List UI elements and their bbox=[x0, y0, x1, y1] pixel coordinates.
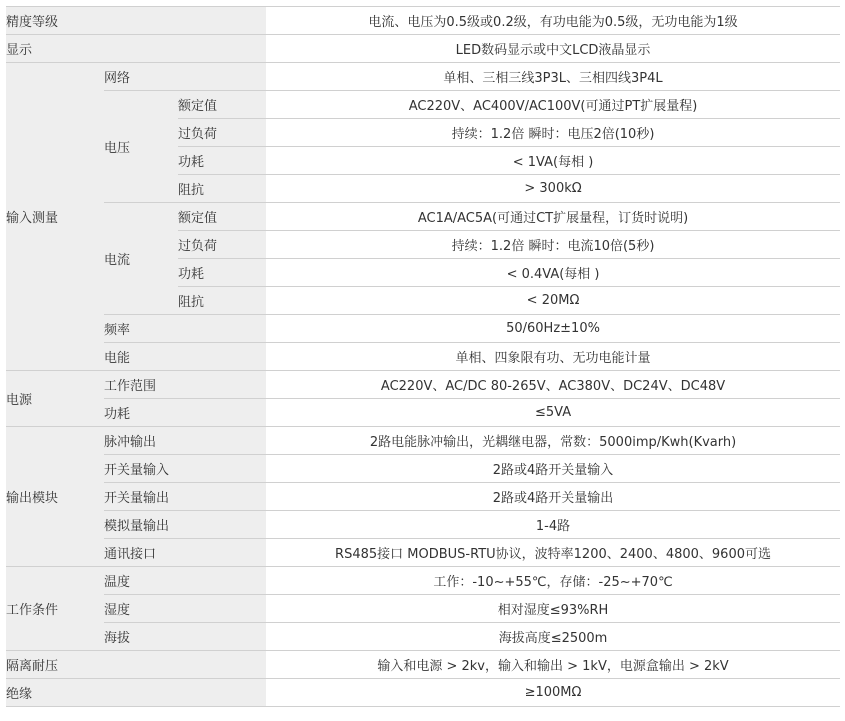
sub-label-humidity: 湿度 bbox=[104, 595, 266, 623]
row-value-pulse-output: 2路电能脉冲输出，光耦继电器，常数：5000imp/Kwh(Kvarh) bbox=[266, 427, 840, 455]
row-value-network: 单相、三相三线3P3L、三相四线3P4L bbox=[266, 63, 840, 91]
table-row bbox=[6, 399, 840, 427]
sub-label-analog-output: 模拟量输出 bbox=[104, 511, 266, 539]
row-value-current-impedance: < 20MΩ bbox=[266, 287, 840, 315]
row-label-display: 显示 bbox=[6, 35, 266, 63]
table-row bbox=[6, 35, 840, 63]
spec-table bbox=[6, 6, 840, 707]
row-label-insulation: 绝缘 bbox=[6, 679, 266, 707]
row-value-frequency: 50/60Hz±10% bbox=[266, 315, 840, 343]
item-label-voltage-impedance: 阻抗 bbox=[178, 175, 266, 203]
sub-label-switch-output: 开关量输出 bbox=[104, 483, 266, 511]
row-label-isolation-voltage: 隔离耐压 bbox=[6, 651, 266, 679]
table-row bbox=[6, 483, 840, 511]
row-value-precision: 电流、电压为0.5级或0.2级，有功电能为0.5级，无功电能为1级 bbox=[266, 7, 840, 35]
sub-label-pulse-output: 脉冲输出 bbox=[104, 427, 266, 455]
row-value-current-power: < 0.4VA(每相 ) bbox=[266, 259, 840, 287]
row-value-voltage-overload: 持续：1.2倍 瞬时：电压2倍(10秒) bbox=[266, 119, 840, 147]
sub-label-frequency: 频率 bbox=[104, 315, 266, 343]
table-row bbox=[6, 203, 840, 231]
row-value-switch-output: 2路或4路开关量输出 bbox=[266, 483, 840, 511]
sub-label-energy: 电能 bbox=[104, 343, 266, 371]
group-label-working-conditions: 工作条件 bbox=[6, 567, 104, 651]
subgroup-label-current: 电流 bbox=[104, 203, 178, 315]
sub-label-network: 网络 bbox=[104, 63, 266, 91]
row-value-altitude: 海拔高度≤2500m bbox=[266, 623, 840, 651]
item-label-current-overload: 过负荷 bbox=[178, 231, 266, 259]
row-value-voltage-rated: AC220V、AC400V/AC100V(可通过PT扩展量程) bbox=[266, 91, 840, 119]
sub-label-supply-consumption: 功耗 bbox=[104, 399, 266, 427]
table-row bbox=[6, 427, 840, 455]
sub-label-temperature: 温度 bbox=[104, 567, 266, 595]
group-label-output-module: 输出模块 bbox=[6, 427, 104, 567]
table-row bbox=[6, 63, 840, 91]
row-label-precision: 精度等级 bbox=[6, 7, 266, 35]
sub-label-working-range: 工作范围 bbox=[104, 371, 266, 399]
row-value-working-range: AC220V、AC/DC 80-265V、AC380V、DC24V、DC48V bbox=[266, 371, 840, 399]
table-row bbox=[6, 623, 840, 651]
row-value-humidity: 相对湿度≤93%RH bbox=[266, 595, 840, 623]
row-value-voltage-impedance: > 300kΩ bbox=[266, 175, 840, 203]
table-row bbox=[6, 7, 840, 35]
item-label-voltage-overload: 过负荷 bbox=[178, 119, 266, 147]
item-label-current-power: 功耗 bbox=[178, 259, 266, 287]
group-label-power-supply: 电源 bbox=[6, 371, 104, 427]
table-row bbox=[6, 371, 840, 399]
row-value-current-overload: 持续：1.2倍 瞬时：电流10倍(5秒) bbox=[266, 231, 840, 259]
table-row bbox=[6, 651, 840, 679]
row-value-switch-input: 2路或4路开关量输入 bbox=[266, 455, 840, 483]
row-value-energy: 单相、四象限有功、无功电能计量 bbox=[266, 343, 840, 371]
sub-label-switch-input: 开关量输入 bbox=[104, 455, 266, 483]
table-row bbox=[6, 511, 840, 539]
table-row bbox=[6, 343, 840, 371]
group-label-input: 输入测量 bbox=[6, 63, 104, 371]
row-value-supply-consumption: ≤5VA bbox=[266, 399, 840, 427]
row-value-display: LED数码显示或中文LCD液晶显示 bbox=[266, 35, 840, 63]
item-label-voltage-rated: 额定值 bbox=[178, 91, 266, 119]
table-row bbox=[6, 455, 840, 483]
subgroup-label-voltage: 电压 bbox=[104, 91, 178, 203]
table-row bbox=[6, 567, 840, 595]
row-value-voltage-power: < 1VA(每相 ) bbox=[266, 147, 840, 175]
table-row bbox=[6, 679, 840, 707]
row-value-temperature: 工作：-10~+55℃，存储：-25~+70℃ bbox=[266, 567, 840, 595]
table-row bbox=[6, 595, 840, 623]
item-label-voltage-power: 功耗 bbox=[178, 147, 266, 175]
item-label-current-impedance: 阻抗 bbox=[178, 287, 266, 315]
row-value-isolation-voltage: 输入和电源 > 2kv，输入和输出 > 1kV，电源盒输出 > 2kV bbox=[266, 651, 840, 679]
item-label-current-rated: 额定值 bbox=[178, 203, 266, 231]
row-value-analog-output: 1-4路 bbox=[266, 511, 840, 539]
table-row bbox=[6, 315, 840, 343]
table-row bbox=[6, 539, 840, 567]
sub-label-comm-interface: 通讯接口 bbox=[104, 539, 266, 567]
row-value-comm-interface: RS485接口 MODBUS-RTU协议，波特率1200、2400、4800、9600可选 bbox=[266, 539, 840, 567]
row-value-current-rated: AC1A/AC5A(可通过CT扩展量程，订货时说明) bbox=[266, 203, 840, 231]
table-row bbox=[6, 91, 840, 119]
sub-label-altitude: 海拔 bbox=[104, 623, 266, 651]
row-value-insulation: ≥100MΩ bbox=[266, 679, 840, 707]
